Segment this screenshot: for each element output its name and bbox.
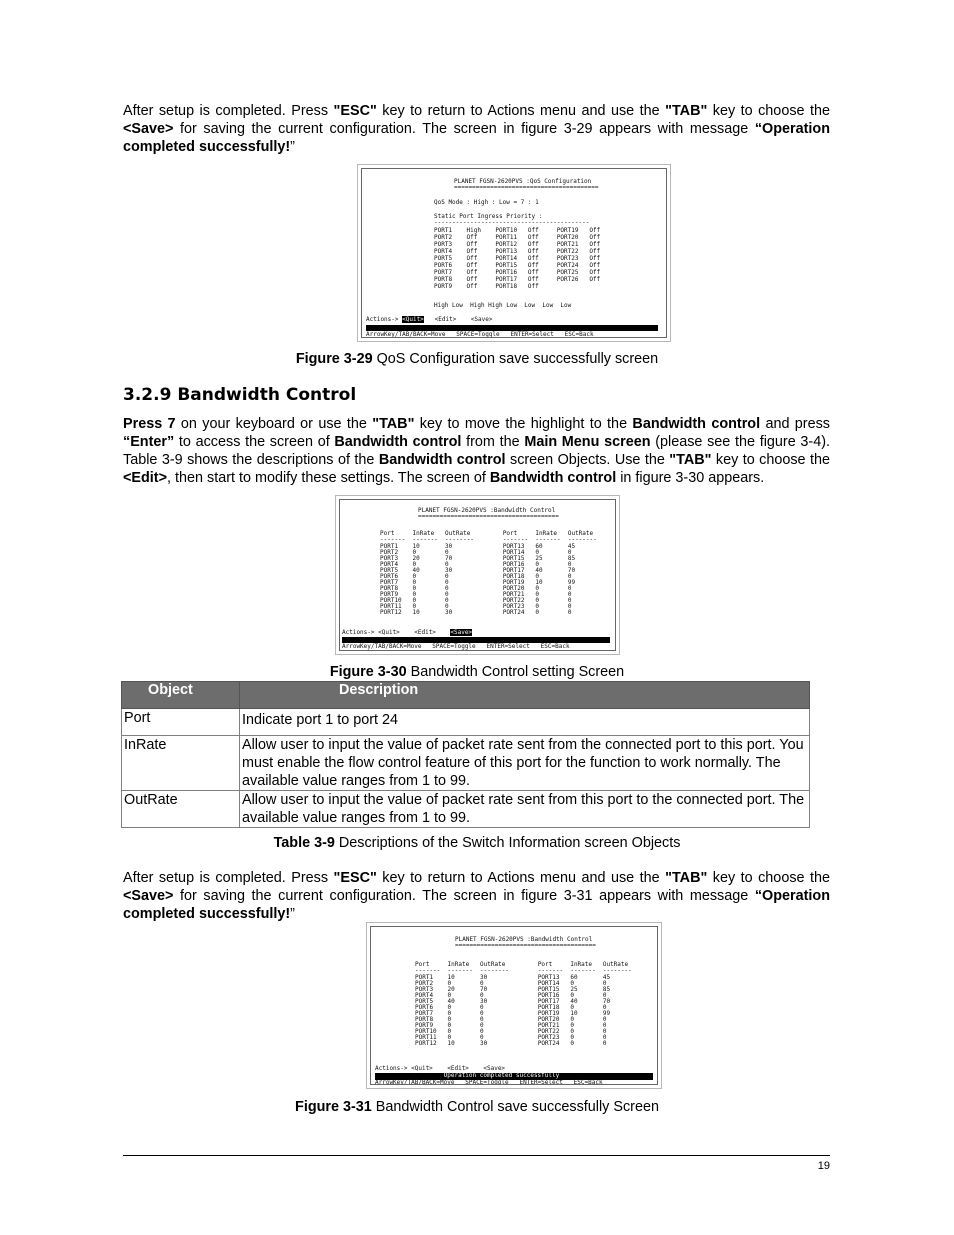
port-row: PORT8 Off PORT17 Off PORT26 Off	[434, 276, 601, 283]
actions-bar: Actions-> <Quit> <Edit> <Save>	[366, 316, 493, 323]
terminal-window	[370, 926, 658, 1085]
actions-bar[interactable]: Actions-> <Quit> <Edit> <Save>	[375, 1065, 506, 1072]
bandwidth-row: PORT1 10 30 PORT13 60 45	[380, 543, 576, 550]
bandwidth-row: PORT9 0 0 PORT21 0 0	[380, 591, 572, 598]
bandwidth-row: PORT9 0 0 PORT21 0 0	[415, 1022, 607, 1029]
priority-levels: High Low High High Low Low Low Low	[434, 302, 572, 309]
table-header: Port InRate OutRate Port InRate OutRate	[415, 961, 629, 968]
static-priority-label: Static Port Ingress Priority :	[434, 213, 543, 220]
bandwidth-row: PORT3 20 70 PORT15 25 85	[415, 986, 611, 993]
status-message: Operation completed successfully	[375, 1073, 653, 1080]
bandwidth-row: PORT7 0 0 PORT19 10 99	[380, 579, 576, 586]
port-row: PORT9 Off PORT18 Off	[434, 283, 539, 290]
bandwidth-row: PORT10 0 0 PORT22 0 0	[415, 1028, 607, 1035]
bandwidth-row: PORT7 0 0 PORT19 10 99	[415, 1010, 611, 1017]
table-header-rule: ------- ------- -------- ------- ------- --------	[415, 967, 632, 974]
bandwidth-row: PORT5 40 30 PORT17 40 70	[380, 567, 576, 574]
bandwidth-row: PORT3 20 70 PORT15 25 85	[380, 555, 576, 562]
object-cell: OutRate	[122, 791, 240, 828]
bandwidth-row: PORT8 0 0 PORT20 0 0	[415, 1016, 607, 1023]
bandwidth-row: PORT10 0 0 PORT22 0 0	[380, 597, 572, 604]
terminal-title: PLANET FGSN-2620PVS :Bandwidth Control	[455, 936, 593, 943]
port-row: PORT2 Off PORT11 Off PORT20 Off	[434, 234, 601, 241]
port-row: PORT4 Off PORT13 Off PORT22 Off	[434, 248, 601, 255]
table-caption: Table 3-9 Descriptions of the Switch Information screen Objects	[273, 835, 681, 851]
column-header-object: Object	[122, 682, 240, 709]
terminal-rule: =======================================	[455, 942, 596, 949]
edit-save-options[interactable]: <Edit> <Save>	[423, 316, 493, 323]
terminal-rule: =======================================	[418, 513, 559, 520]
port-row: PORT3 Off PORT12 Off PORT21 Off	[434, 241, 601, 248]
bandwidth-row: PORT6 0 0 PORT18 0 0	[380, 573, 572, 580]
description-cell: Indicate port 1 to port 24	[240, 709, 810, 736]
port-row: PORT6 Off PORT15 Off PORT24 Off	[434, 262, 601, 269]
figure-caption: Figure 3-31 Bandwidth Control save successfully Screen	[295, 1099, 659, 1115]
figure-caption: Figure 3-30 Bandwidth Control setting Screen	[329, 664, 625, 680]
column-header-description: Description	[240, 682, 810, 709]
description-cell: Allow user to input the value of packet rate sent from this port to the connected port. The available value ranges from 1 to 99.	[240, 791, 810, 828]
bandwidth-row: PORT6 0 0 PORT18 0 0	[415, 1004, 607, 1011]
terminal-title: PLANET FGSN-2620PVS :Bandwidth Control	[418, 507, 556, 514]
objects-table	[121, 681, 810, 828]
save-instructions-paragraph: After setup is completed. Press "ESC" key to return to Actions menu and use the "TAB" key to choose the <Save> for saving the current configuration. The screen in figure 3-31 appears with message “Operation completed successfully!”	[123, 870, 830, 922]
object-cell: Port	[122, 709, 240, 736]
section-heading: 3.2.9 Bandwidth Control	[123, 385, 357, 405]
terminal-rule: ========================================	[454, 184, 599, 191]
bandwidth-saved-screenshot	[366, 922, 662, 1089]
port-row: PORT7 Off PORT16 Off PORT25 Off	[434, 269, 601, 276]
key-help: ArrowKey/TAB/BACK=Move SPACE=Toggle ENTER=Select ESC=Back	[366, 331, 594, 338]
description-cell: Allow user to input the value of packet rate sent from the connected port to this port. You must enable the flow control feature of this port for the function to work normally. The available value ranges from 1 to 99.	[240, 736, 810, 791]
terminal-rule: -------------------------------------------	[434, 219, 590, 226]
terminal-window	[339, 499, 616, 651]
bandwidth-row: PORT4 0 0 PORT16 0 0	[380, 561, 572, 568]
terminal-title: PLANET FGSN-2620PVS :QoS Configuration	[454, 178, 592, 185]
table-header-rule: ------- ------- -------- ------- ------- --------	[380, 536, 597, 543]
terminal-window	[361, 168, 667, 338]
port-row: PORT5 Off PORT14 Off PORT23 Off	[434, 255, 601, 262]
bandwidth-control-screenshot	[335, 495, 620, 655]
port-row: PORT1 High PORT10 Off PORT19 Off	[434, 227, 601, 234]
table-row	[122, 791, 810, 828]
bandwidth-intro-paragraph: Press 7 on your keyboard or use the "TAB" key to move the highlight to the Bandwidth control and press “Enter” to access the screen of Bandwidth control from the Main Menu screen (please see the figure 3-4). Table 3-9 shows the descriptions of the Bandwidth control screen Objects. Use the "TAB" key to choose the <Edit>, then start to modify these settings. The screen of Bandwidth control in figure 3-30 appears.	[123, 416, 831, 486]
save-option[interactable]: <Save>	[450, 629, 473, 636]
table-header: Port InRate OutRate Port InRate OutRate	[380, 530, 594, 537]
bandwidth-row: PORT11 0 0 PORT23 0 0	[415, 1034, 607, 1041]
qos-mode-line: QoS Mode : High : Low = 7 : 1	[434, 199, 539, 206]
actions-bar: Actions-> <Quit> <Edit> <Save>	[342, 629, 473, 636]
bandwidth-row: PORT12 10 30 PORT24 0 0	[415, 1040, 607, 1047]
qos-config-screenshot	[357, 164, 671, 342]
bandwidth-row: PORT4 0 0 PORT16 0 0	[415, 992, 607, 999]
bandwidth-row: PORT5 40 30 PORT17 40 70	[415, 998, 611, 1005]
footer-rule	[123, 1155, 830, 1156]
bandwidth-row: PORT2 0 0 PORT14 0 0	[415, 980, 607, 987]
bandwidth-row: PORT11 0 0 PORT23 0 0	[380, 603, 572, 610]
object-cell: InRate	[122, 736, 240, 791]
table-row	[122, 709, 810, 736]
page-number: 19	[817, 1160, 830, 1172]
figure-caption: Figure 3-29 QoS Configuration save successfully screen	[295, 351, 659, 367]
bandwidth-row: PORT2 0 0 PORT14 0 0	[380, 549, 572, 556]
key-help: ArrowKey/TAB/BACK=Move SPACE=Toggle ENTER=Select ESC=Back	[342, 643, 570, 650]
table-header-row	[122, 682, 810, 709]
table-row	[122, 736, 810, 791]
bandwidth-row: PORT12 10 30 PORT24 0 0	[380, 609, 572, 616]
bandwidth-row: PORT8 0 0 PORT20 0 0	[380, 585, 572, 592]
bandwidth-row: PORT1 10 30 PORT13 60 45	[415, 974, 611, 981]
quit-option[interactable]: <Quit>	[402, 316, 424, 323]
intro-paragraph-qos: After setup is completed. Press "ESC" key to return to Actions menu and use the "TAB" key to choose the <Save> for saving the current configuration. The screen in figure 3-29 appears with message “Operation completed successfully!”	[123, 103, 830, 155]
key-help: ArrowKey/TAB/BACK=Move SPACE=Toggle ENTER=Select ESC=Back	[375, 1079, 603, 1085]
